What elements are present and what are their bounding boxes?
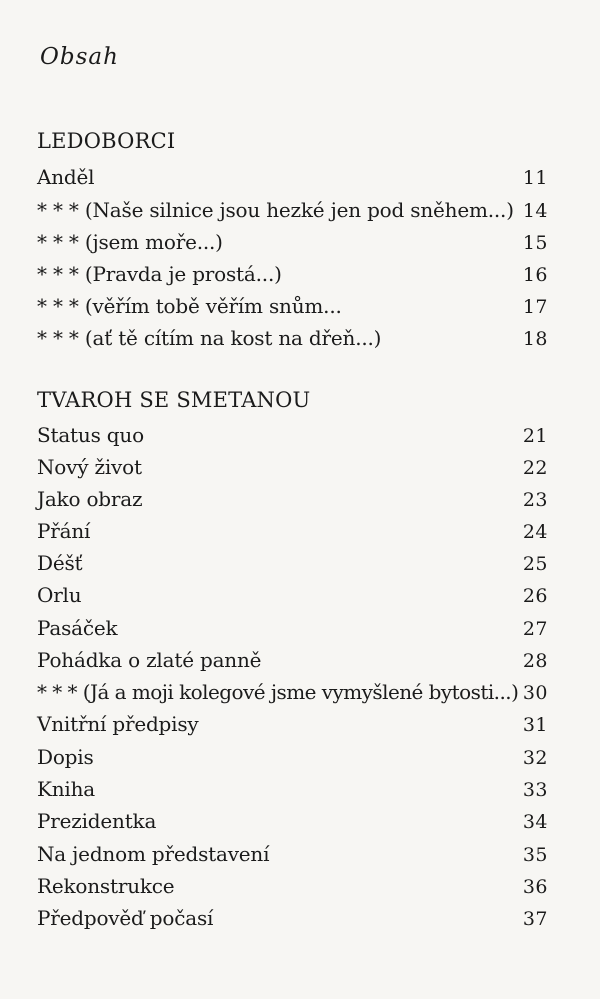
toc-entry-page: 16 <box>522 264 548 286</box>
toc-entry-page: 37 <box>522 908 548 930</box>
toc-entry <box>37 548 548 578</box>
toc-entry-page: 14 <box>522 200 548 222</box>
toc-entry-page: 23 <box>522 489 548 511</box>
toc-entry <box>37 580 548 610</box>
toc-entry-title: * * * (ať tě cítím na kost na dřeň...) <box>37 326 382 350</box>
toc-entry-title: Déšť <box>37 551 83 575</box>
toc-entry <box>37 195 548 225</box>
toc-entry-title: * * * (Naše silnice jsou hezké jen pod sněhem...) <box>37 198 514 222</box>
toc-entry <box>37 677 548 707</box>
toc-entry-page: 30 <box>522 682 548 704</box>
toc-entry-page: 27 <box>522 618 548 640</box>
toc-entry-title: Dopis <box>37 745 94 769</box>
toc-entry-title: Předpověď počasí <box>37 906 214 930</box>
toc-entry <box>37 291 548 321</box>
toc-entry-page: 17 <box>522 296 548 318</box>
toc-entry-page: 26 <box>522 585 548 607</box>
toc-entry-page: 33 <box>522 779 548 801</box>
section-title-tvaroh-se-smetanou: TVAROH SE SMETANOU <box>37 388 311 412</box>
toc-entry-title: Anděl <box>37 165 95 189</box>
toc-entry-title: Na jednom představení <box>37 842 270 866</box>
toc-entry-page: 24 <box>522 521 548 543</box>
toc-entry-page: 35 <box>522 844 548 866</box>
contents-heading: Obsah <box>40 44 119 70</box>
section-title-ledoborci: LEDOBORCI <box>37 129 176 153</box>
toc-entry-page: 36 <box>522 876 548 898</box>
toc-entry <box>37 839 548 869</box>
toc-entry <box>37 452 548 482</box>
toc-entry <box>37 613 548 643</box>
toc-entry <box>37 162 548 192</box>
toc-entry-page: 34 <box>522 811 548 833</box>
toc-entry <box>37 806 548 836</box>
toc-entry <box>37 227 548 257</box>
toc-entry-title: Kniha <box>37 777 96 801</box>
toc-entry-page: 22 <box>522 457 548 479</box>
toc-entry-title: * * * (Já a moji kolegové jsme vymyšlené bytosti...) <box>37 680 519 704</box>
toc-entry <box>37 645 548 675</box>
toc-entry-page: 21 <box>522 425 548 447</box>
toc-entry <box>37 323 548 353</box>
toc-entry-page: 25 <box>522 553 548 575</box>
toc-entry-title: * * * (Pravda je prostá...) <box>37 262 282 286</box>
toc-entry-page: 32 <box>522 747 548 769</box>
toc-entry-title: Pohádka o zlaté panně <box>37 648 262 672</box>
toc-entry-title: Přání <box>37 519 91 543</box>
toc-entry <box>37 903 548 933</box>
toc-entry <box>37 259 548 289</box>
toc-entry-page: 15 <box>522 232 548 254</box>
toc-entry <box>37 709 548 739</box>
toc-entry-title: * * * (věřím tobě věřím snům... <box>37 294 342 318</box>
toc-entry-title: Jako obraz <box>37 487 143 511</box>
toc-entry-title: Vnitřní předpisy <box>37 712 199 736</box>
toc-entry-title: * * * (jsem moře...) <box>37 230 223 254</box>
toc-entry-title: Status quo <box>37 423 144 447</box>
toc-entry <box>37 871 548 901</box>
toc-entry <box>37 516 548 546</box>
toc-entry-title: Orlu <box>37 583 82 607</box>
toc-entry <box>37 742 548 772</box>
toc-entry-page: 28 <box>522 650 548 672</box>
toc-entry-title: Rekonstrukce <box>37 874 175 898</box>
toc-entry <box>37 420 548 450</box>
toc-entry-page: 18 <box>522 328 548 350</box>
toc-entry-title: Prezidentka <box>37 809 157 833</box>
toc-entry <box>37 484 548 514</box>
toc-entry-page: 31 <box>522 714 548 736</box>
toc-entry-title: Nový život <box>37 455 142 479</box>
toc-entry-page: 11 <box>522 167 548 189</box>
toc-entry <box>37 774 548 804</box>
toc-entry-title: Pasáček <box>37 616 118 640</box>
